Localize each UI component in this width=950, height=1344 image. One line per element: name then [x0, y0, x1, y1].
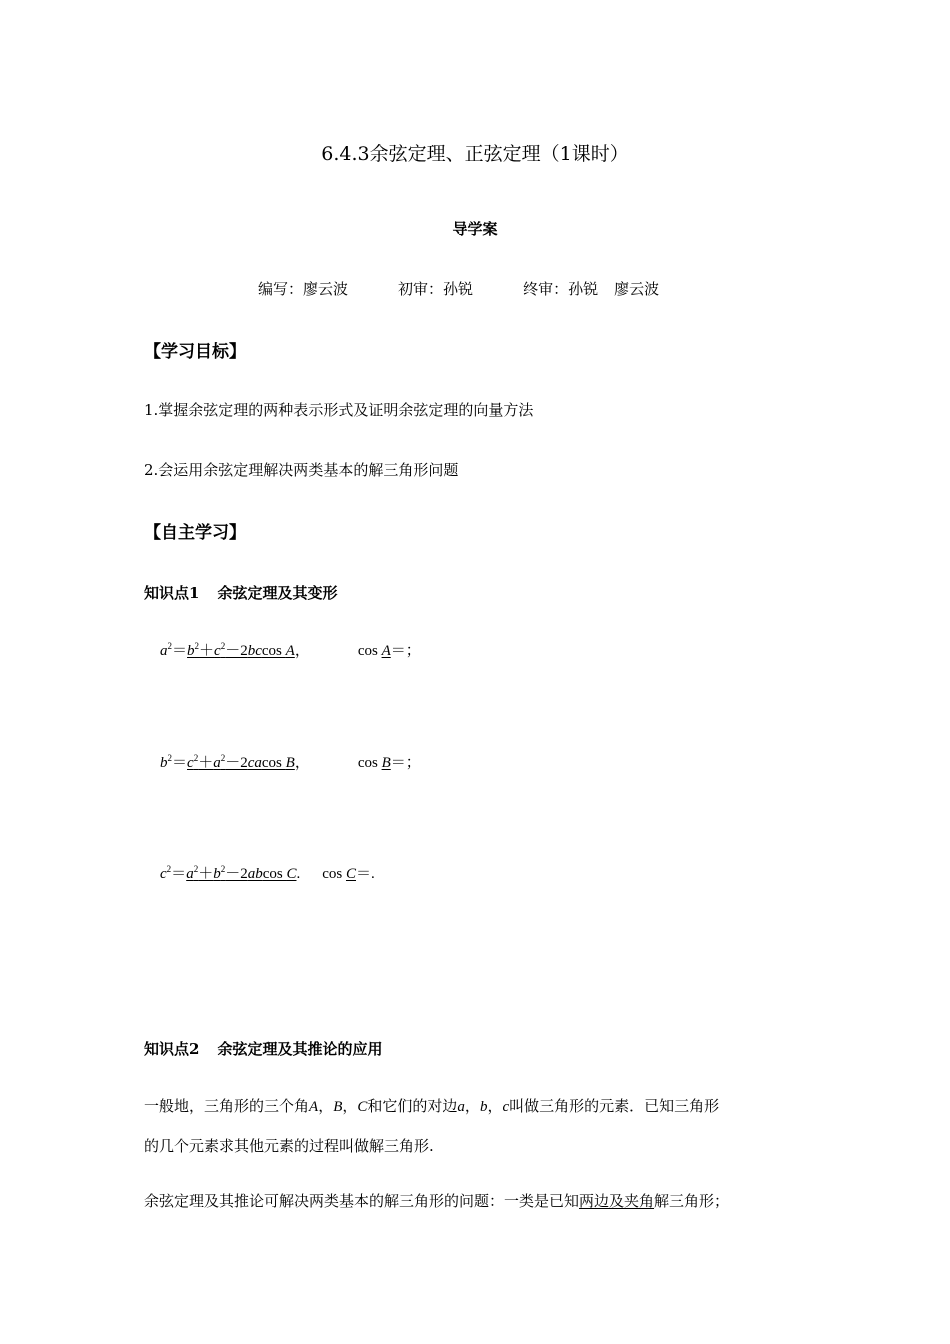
formula-func: cos — [357, 755, 382, 771]
text-run: 和它们的对边 — [367, 1097, 458, 1115]
text-var: B — [333, 1099, 343, 1115]
kp2-title: 余弦定理及其推论的应用 — [217, 1040, 383, 1058]
formula-var: a — [186, 866, 194, 882]
formula-op: －2 — [225, 755, 248, 771]
formula-eq: ＝ — [172, 755, 188, 771]
formula-rhs — [187, 755, 295, 771]
formula-punct: . — [296, 866, 301, 882]
formula-punct: ＝； — [390, 755, 421, 771]
text-var: b — [479, 1099, 488, 1115]
formula-angle: B — [381, 755, 391, 771]
formula-var: c — [214, 643, 221, 659]
final-reviewer-1: 孙锐 — [568, 280, 599, 298]
formula-var: b — [187, 643, 195, 659]
formula-var: b — [160, 755, 168, 771]
text-run: ， — [342, 1097, 358, 1115]
kp1-label: 知识点1 — [144, 584, 200, 602]
formula-func: cos — [322, 866, 346, 882]
text-run: 一般地，三角形的三个角 — [144, 1097, 310, 1115]
formula-cosine-b — [160, 751, 421, 772]
reviewer-name: 孙锐 — [443, 280, 474, 298]
formula-cosine-a — [160, 639, 421, 660]
text-run: 解三角形； — [654, 1192, 730, 1210]
formula-var: c — [187, 755, 194, 771]
self-study-heading: 【自主学习】 — [144, 523, 246, 543]
text-var: c — [502, 1099, 510, 1115]
page-subtitle: 导学案 — [452, 220, 498, 238]
formula-var: a — [160, 643, 168, 659]
formula-punct: ， — [294, 643, 310, 659]
formula-exp: 2 — [220, 641, 226, 651]
formula-exp: 2 — [220, 864, 226, 874]
knowledge-point-2 — [144, 1038, 382, 1059]
formula-op: －2 — [225, 643, 248, 659]
formula-var: bc — [247, 643, 262, 659]
formula-angle: C — [345, 866, 356, 882]
formula-eq: ＝ — [171, 866, 187, 882]
underlined-answer: 两边及夹角 — [579, 1192, 655, 1210]
text-run: ， — [487, 1097, 503, 1115]
formula-op: ＋ — [199, 643, 215, 659]
formula-op: －2 — [225, 866, 248, 882]
formula-angle: C — [286, 866, 297, 882]
text-var: C — [357, 1099, 368, 1115]
author-line — [258, 278, 659, 299]
paragraph-elements-line2: 的几个元素求其他元素的过程叫做解三角形. — [144, 1137, 434, 1155]
formula-punct: ， — [294, 755, 310, 771]
formula-exp: 2 — [167, 641, 172, 651]
writer-label: 编写： — [258, 280, 304, 298]
formula-func: cos — [261, 643, 286, 659]
text-run: 余弦定理及其推论可解决两类基本的解三角形的问题：一类是已知 — [144, 1192, 580, 1210]
text-run: ， — [318, 1097, 334, 1115]
formula-exp: 2 — [193, 753, 199, 763]
text-run: 叫做三角形的元素．已知三角形 — [509, 1097, 720, 1115]
kp1-title: 余弦定理及其变形 — [217, 584, 338, 602]
formula-op: ＋ — [198, 866, 214, 882]
review-label: 初审： — [398, 280, 444, 298]
formula-rhs — [186, 866, 296, 882]
formula-angle: A — [285, 643, 295, 659]
text-var: a — [457, 1099, 465, 1115]
formula-var: c — [160, 866, 167, 882]
formula-exp: 2 — [220, 753, 226, 763]
formula-angle: A — [381, 643, 391, 659]
text-run: ， — [464, 1097, 480, 1115]
formula-func: cos — [262, 866, 287, 882]
paragraph-elements-line1 — [144, 1095, 812, 1116]
formula-var: b — [213, 866, 221, 882]
page-title: 6.4.3余弦定理、正弦定理（1课时） — [321, 143, 629, 165]
writer-name: 廖云波 — [303, 280, 349, 298]
formula-var: ca — [247, 755, 262, 771]
formula-exp: 2 — [193, 864, 199, 874]
final-label: 终审： — [523, 280, 569, 298]
formula-eq: ＝ — [172, 643, 188, 659]
formula-punct: ＝； — [390, 643, 421, 659]
paragraph-applications — [144, 1190, 812, 1211]
formula-var: ab — [247, 866, 263, 882]
goal-item-2: 2.会运用余弦定理解决两类基本的解三角形问题 — [144, 461, 459, 479]
goal-item-1: 1.掌握余弦定理的两种表示形式及证明余弦定理的向量方法 — [144, 401, 534, 419]
formula-cosine-c — [160, 862, 375, 883]
formula-exp: 2 — [166, 864, 172, 874]
goals-heading: 【学习目标】 — [144, 342, 246, 362]
formula-var: a — [213, 755, 221, 771]
formula-angle: B — [285, 755, 295, 771]
text-var: A — [309, 1099, 319, 1115]
formula-rhs — [187, 643, 295, 659]
formula-exp: 2 — [194, 641, 200, 651]
formula-func: cos — [357, 643, 382, 659]
knowledge-point-1 — [144, 582, 337, 603]
final-reviewer-2: 廖云波 — [614, 280, 660, 298]
formula-punct: ＝. — [356, 866, 375, 882]
formula-func: cos — [261, 755, 286, 771]
kp2-label: 知识点2 — [144, 1040, 200, 1058]
formula-exp: 2 — [167, 753, 172, 763]
formula-op: ＋ — [198, 755, 214, 771]
